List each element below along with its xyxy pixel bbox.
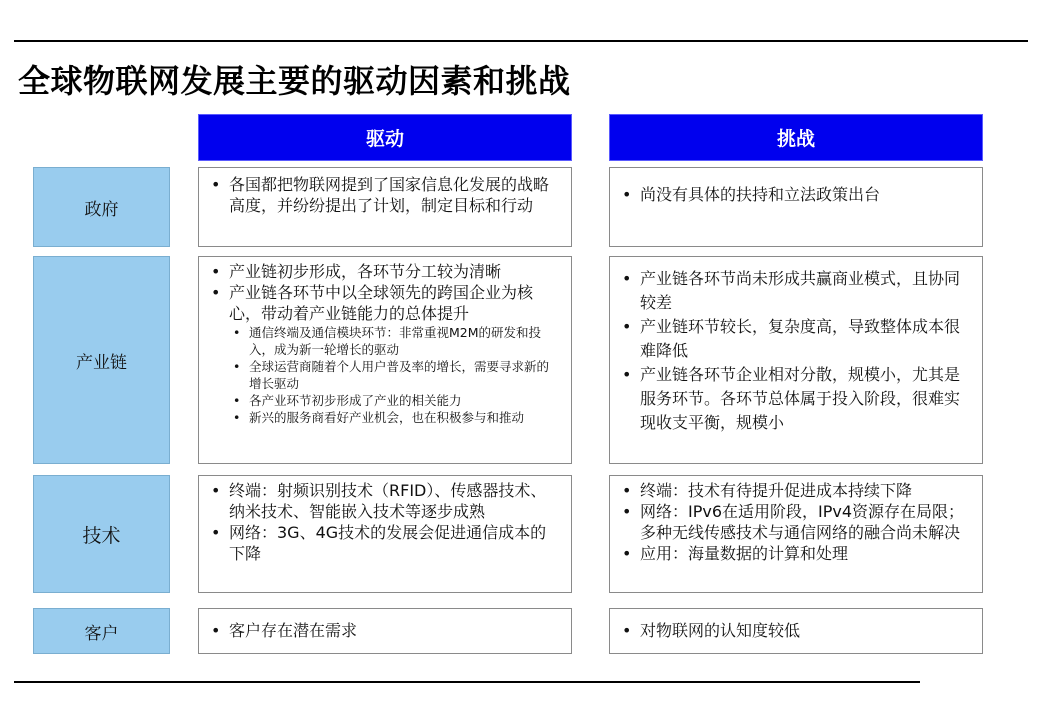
list-item: • 产业链各环节中以全球领先的跨国企业为核心，带动着产业链能力的总体提升 xyxy=(209,282,561,324)
row-label-government: 政府 xyxy=(33,167,170,247)
list-item: • 网络：IPv6在适用阶段，IPv4资源存在局限；多种无线传感技术与通信网络的融合尚未解决 xyxy=(620,501,972,543)
list-item: • 终端：技术有待提升促进成本持续下降 xyxy=(620,480,972,501)
industry-chain-challenge-cell xyxy=(609,256,983,464)
list-item: • 产业链各环节企业相对分散，规模小，尤其是服务环节。各环节总体属于投入阶段，很难实现收支平衡，规模小 xyxy=(620,363,972,435)
list-item: • 各国都把物联网提到了国家信息化发展的战略高度，并纷纷提出了计划，制定目标和行动 xyxy=(209,174,561,216)
row-label-customer: 客户 xyxy=(33,608,170,654)
list-item: • 应用：海量数据的计算和处理 xyxy=(620,543,972,564)
list-item: • 产业链各环节尚未形成共赢商业模式，且协同较差 xyxy=(620,267,972,315)
sub-list-item: • 通信终端及通信模块环节：非常重视M2M的研发和投入，成为新一轮增长的驱动 xyxy=(209,324,561,358)
technology-challenge-cell xyxy=(609,475,983,593)
technology-drive-cell xyxy=(198,475,572,593)
government-challenge-cell xyxy=(609,167,983,247)
list-item: • 客户存在潜在需求 xyxy=(209,620,561,641)
column-header-challenge: 挑战 xyxy=(609,114,983,161)
list-item: • 对物联网的认知度较低 xyxy=(620,620,972,641)
column-header-drive: 驱动 xyxy=(198,114,572,161)
government-drive-cell xyxy=(198,167,572,247)
sub-list-item: • 新兴的服务商看好产业机会，也在积极参与和推动 xyxy=(209,409,561,426)
sub-list-item: • 全球运营商随着个人用户普及率的增长，需要寻求新的增长驱动 xyxy=(209,358,561,392)
list-item: • 产业链初步形成，各环节分工较为清晰 xyxy=(209,261,561,282)
row-label-technology: 技术 xyxy=(33,475,170,593)
customer-challenge-cell xyxy=(609,608,983,654)
list-item: • 终端：射频识别技术（RFID）、传感器技术、纳米技术、智能嵌入技术等逐步成熟 xyxy=(209,480,561,522)
bottom-divider xyxy=(14,681,920,683)
sub-list-item: • 各产业环节初步形成了产业的相关能力 xyxy=(209,392,561,409)
list-item: • 尚没有具体的扶持和立法政策出台 xyxy=(620,184,972,205)
customer-drive-cell xyxy=(198,608,572,654)
row-label-industry-chain: 产业链 xyxy=(33,256,170,464)
industry-chain-drive-cell xyxy=(198,256,572,464)
page-title: 全球物联网发展主要的驱动因素和挑战 xyxy=(18,62,571,100)
top-divider xyxy=(14,40,1028,42)
list-item: • 网络：3G、4G技术的发展会促进通信成本的下降 xyxy=(209,522,561,564)
list-item: • 产业链环节较长，复杂度高，导致整体成本很难降低 xyxy=(620,315,972,363)
